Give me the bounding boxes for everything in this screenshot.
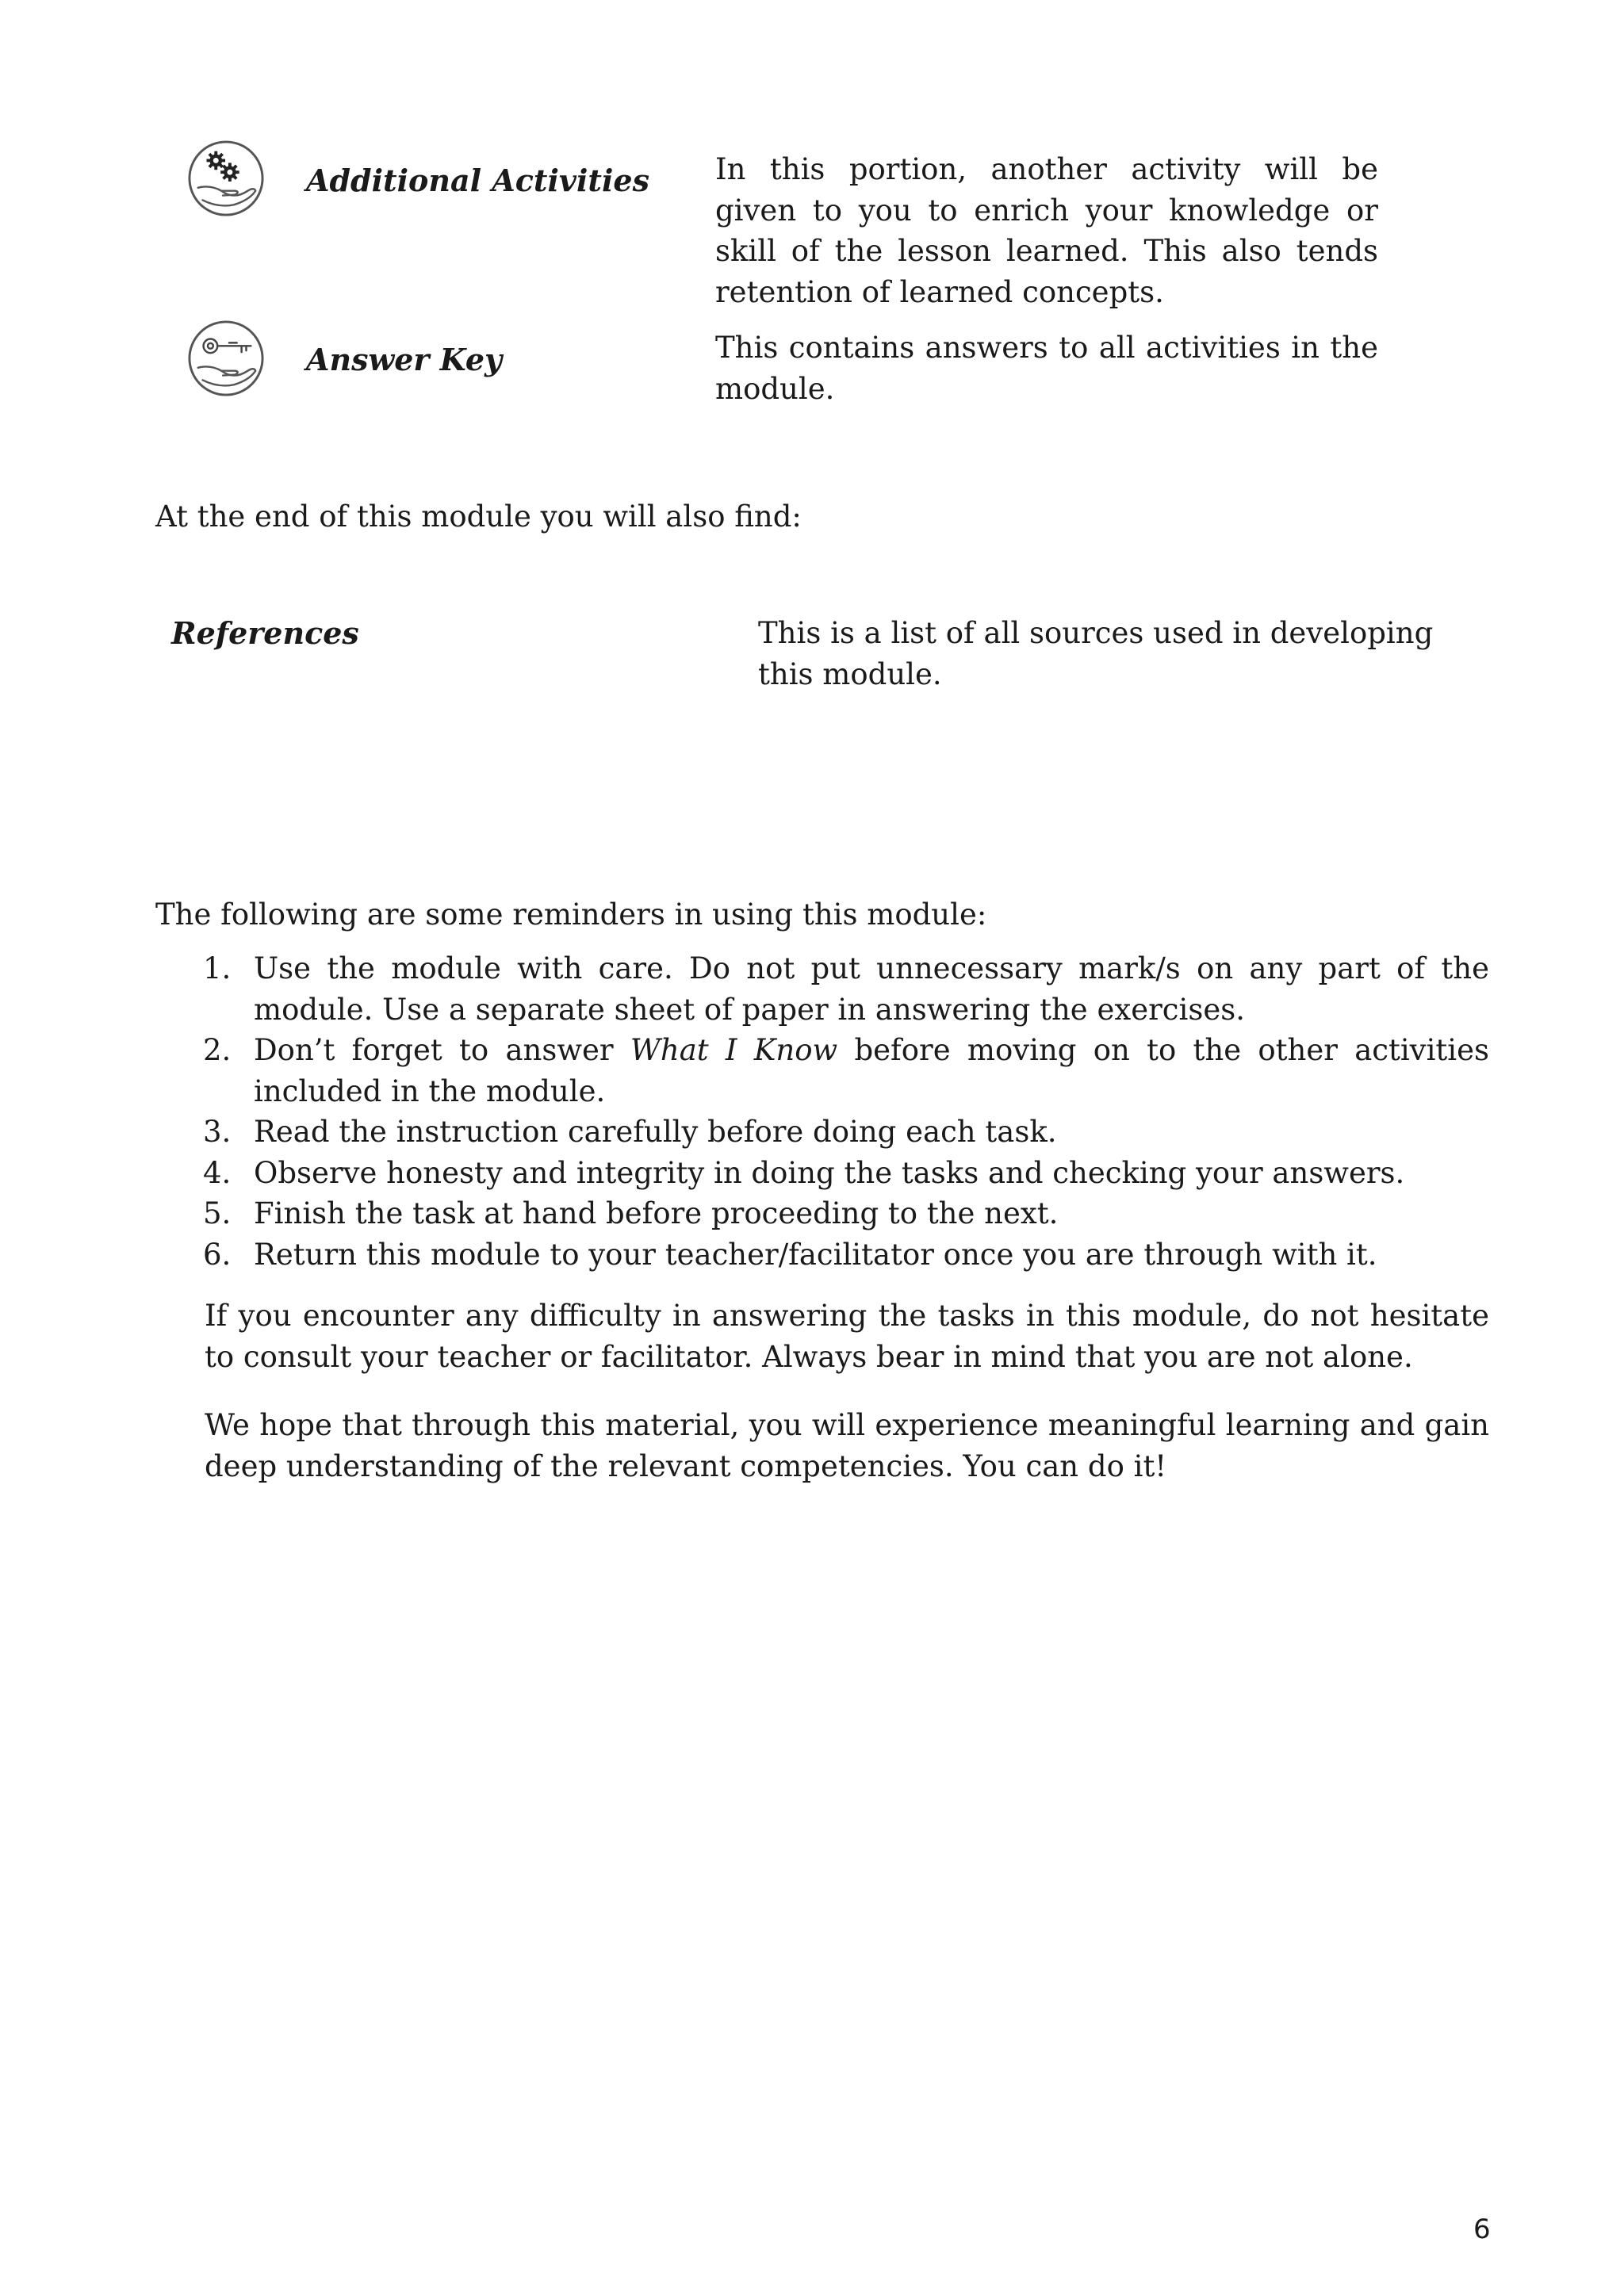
end-of-module-intro: At the end of this module you will also find:: [155, 499, 802, 534]
answer-key-row: [187, 320, 1392, 415]
reminder-item: [203, 1030, 1489, 1112]
reminder-number: 1.: [203, 951, 232, 985]
reminder-text: Read the instruction carefully before doing each task.: [254, 1115, 1057, 1149]
reminder-text: Finish the task at hand before proceeding to the next.: [254, 1196, 1059, 1230]
reminder-item: [203, 1193, 1489, 1234]
key-in-hand-icon: [187, 320, 265, 397]
reminder-item: [203, 1153, 1489, 1194]
reminder-item: [203, 1112, 1489, 1153]
additional-activities-description: In this portion, another activity will be given to you to enrich your knowledge or skill of the lesson learned. This also tends retention of learned concepts.: [715, 152, 1378, 309]
reminder-text: Return this module to your teacher/facilitator once you are through with it.: [254, 1237, 1377, 1272]
reminder-item: [203, 1234, 1489, 1276]
reminder-number: 2.: [203, 1033, 232, 1067]
reminder-text-before: Don’t forget to answer: [254, 1033, 630, 1067]
reminder-number: 6.: [203, 1237, 232, 1272]
reminder-number: 4.: [203, 1155, 232, 1190]
gears-in-hand-icon: [187, 140, 265, 217]
additional-activities-title: Additional Activities: [306, 163, 649, 198]
difficulty-paragraph: If you encounter any difficulty in answering the tasks in this module, do not hesitate to consult your teacher or facilitator. Always bear in mind that you are not alone.: [205, 1299, 1489, 1374]
answer-key-description: This contains answers to all activities in the module.: [715, 331, 1378, 406]
reminder-item: [203, 948, 1489, 1030]
references-description: This is a list of all sources used in developing this module.: [758, 616, 1434, 691]
page-number: 6: [1473, 2214, 1491, 2245]
reminders-intro: The following are some reminders in using this module:: [155, 897, 987, 932]
references-title: References: [171, 615, 359, 651]
closing-paragraph: We hope that through this material, you will experience meaningful learning and gain deep understanding of the relevant competencies. You can do it!: [205, 1408, 1489, 1483]
what-i-know-emphasis: What I Know: [630, 1033, 838, 1067]
reminder-number: 3.: [203, 1115, 232, 1149]
additional-activities-row: [187, 140, 1392, 314]
reminder-text: Use the module with care. Do not put unnecessary mark/s on any part of the module. Use a separate sheet of paper in answering the exercises.: [254, 951, 1489, 1027]
answer-key-title: Answer Key: [306, 342, 503, 377]
reminder-number: 5.: [203, 1196, 232, 1230]
reminder-text: Observe honesty and integrity in doing the tasks and checking your answers.: [254, 1155, 1405, 1190]
reminders-list: [203, 948, 1489, 1275]
reminder-text-after: before moving on to the other activities included in the module.: [254, 1033, 1490, 1108]
